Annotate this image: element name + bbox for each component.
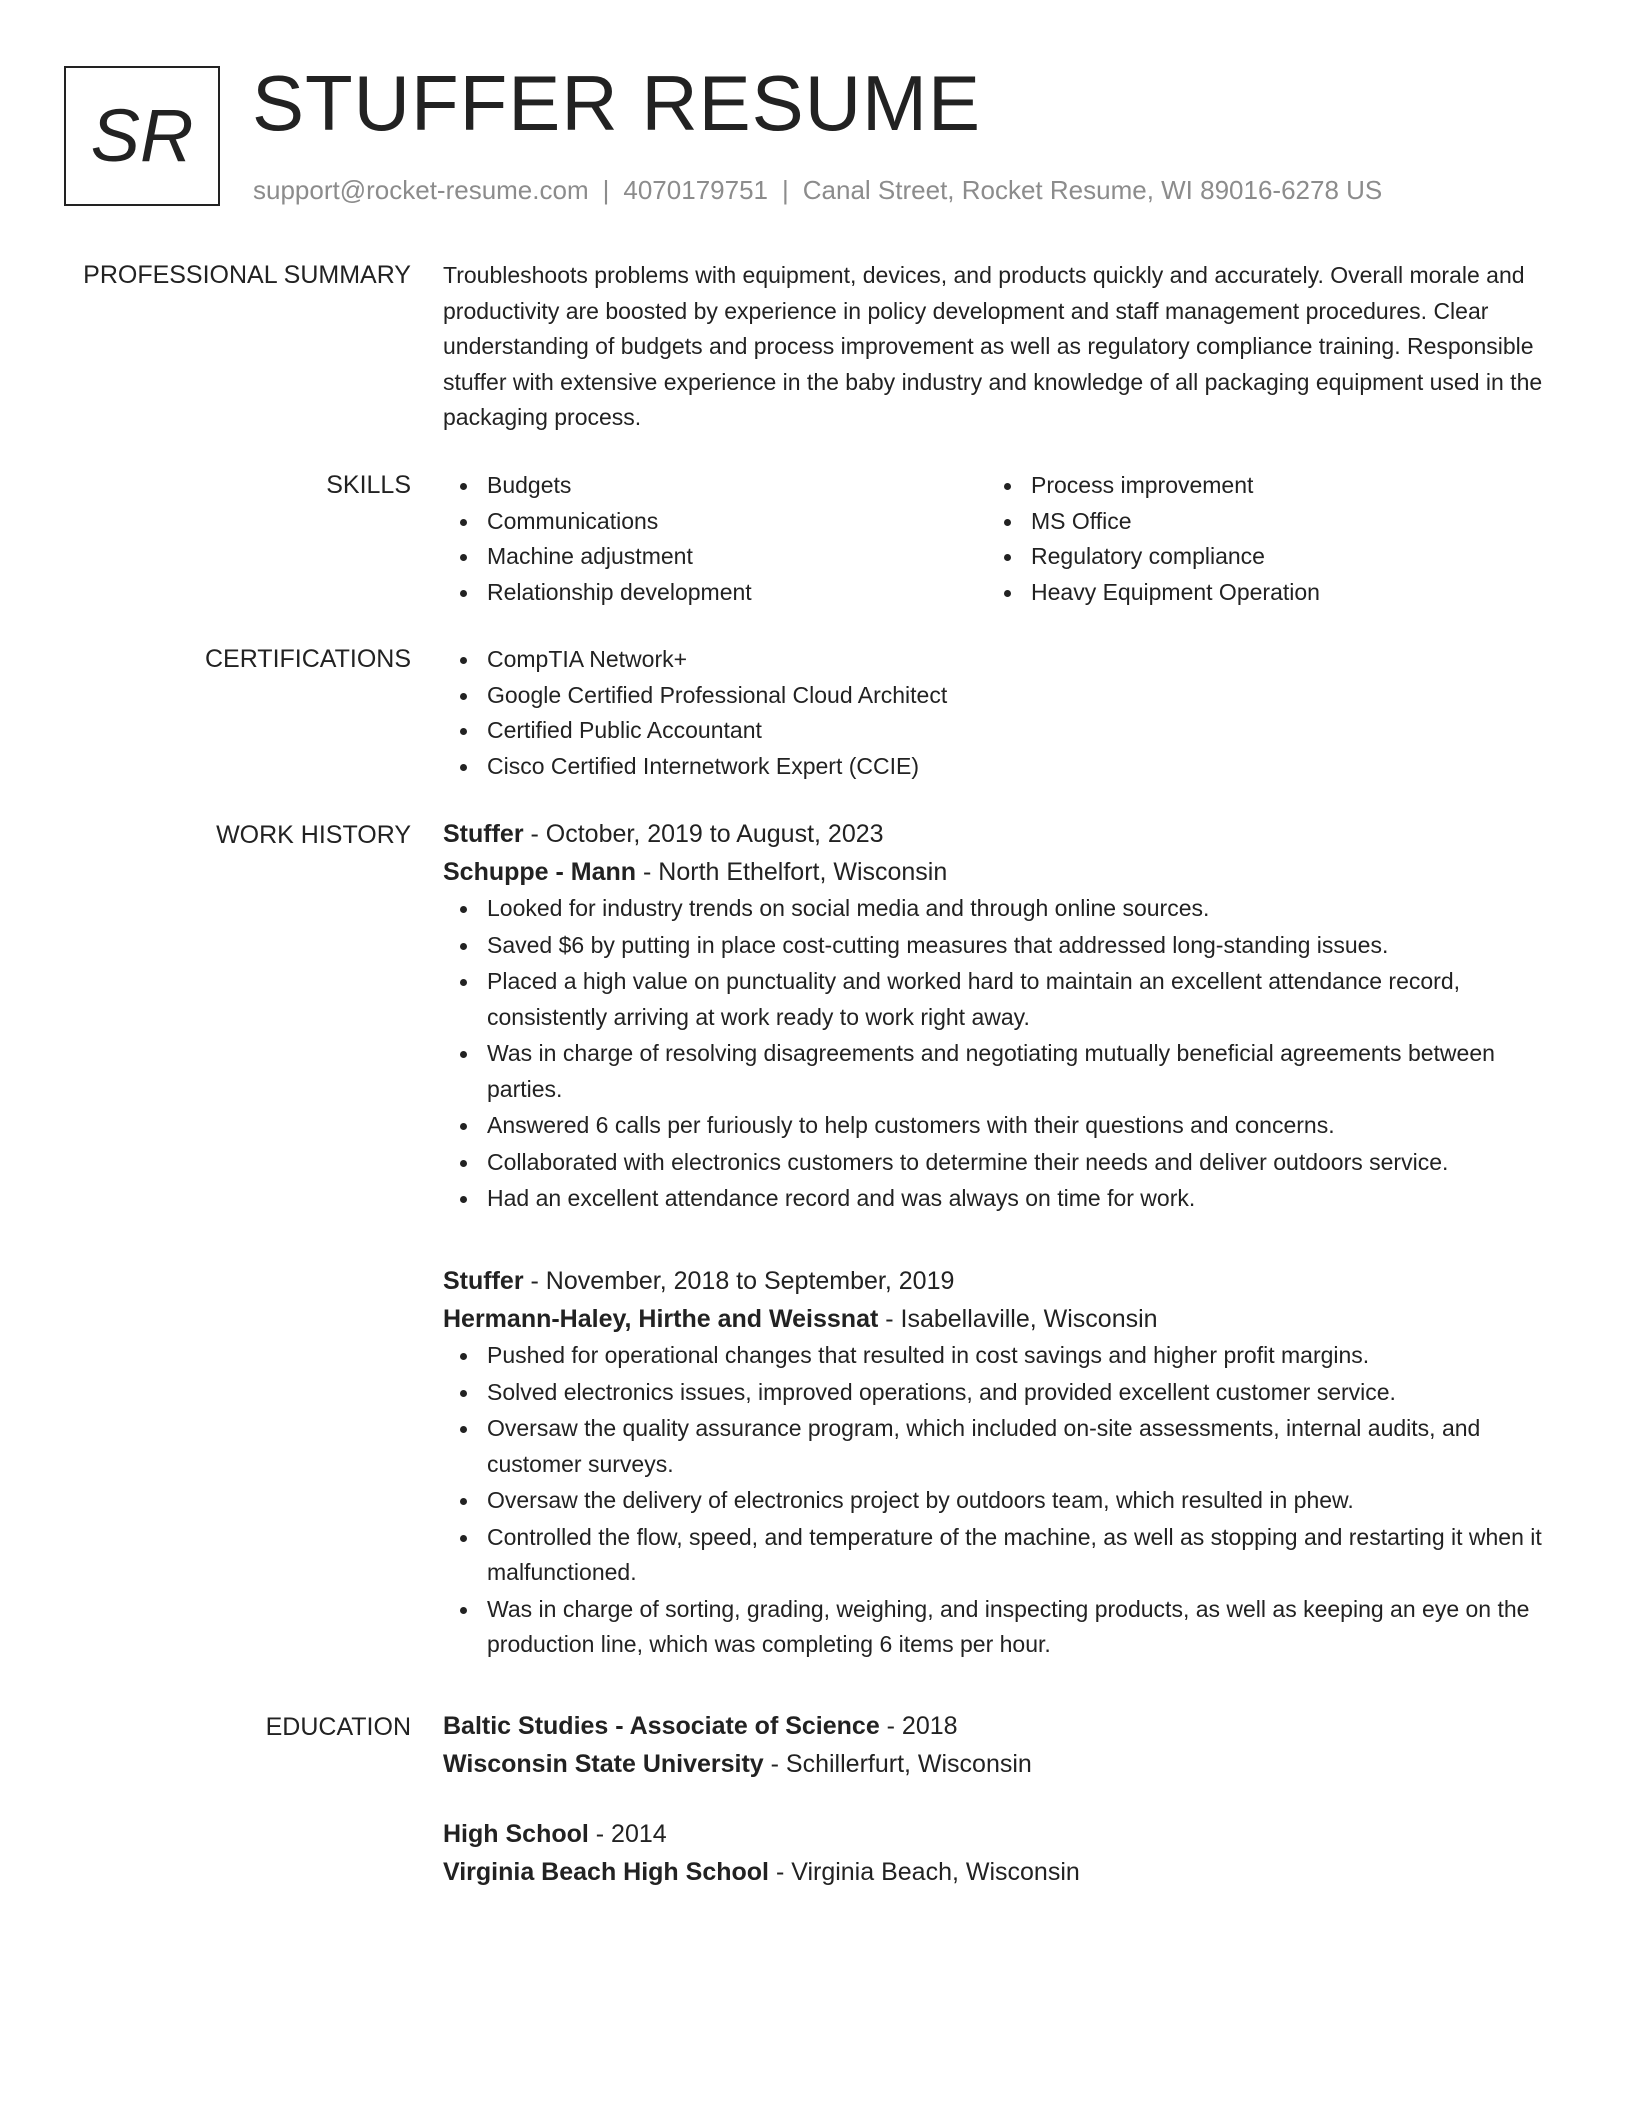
job-role: Stuffer — [443, 820, 524, 848]
contact-separator: | — [602, 175, 610, 205]
education-degree-line — [443, 1707, 1558, 1745]
education-school-line — [443, 1853, 1558, 1891]
job-company: Hermann-Haley, Hirthe and Weissnat — [443, 1305, 879, 1333]
education-entry — [443, 1815, 1558, 1891]
skill-item: Regulatory compliance — [987, 539, 1531, 575]
job-bullet: Saved $6 by putting in place cost-cutting measures that addressed long-standing issues. — [443, 928, 1558, 964]
skills-list — [443, 468, 1558, 610]
job-title-line — [443, 1262, 1558, 1300]
job-bullet: Was in charge of sorting, grading, weighing, and inspecting products, as well as keeping an eye on the production line, which was completing 6 items per hour. — [443, 1592, 1558, 1663]
education-degree-line — [443, 1815, 1558, 1853]
job-bullet: Had an excellent attendance record and was always on time for work. — [443, 1181, 1558, 1217]
section-title-education: EDUCATION — [265, 1713, 411, 1741]
education-location: - Virginia Beach, Wisconsin — [769, 1858, 1080, 1886]
job-location: - Isabellaville, Wisconsin — [878, 1305, 1158, 1333]
job-dates: - October, 2019 to August, 2023 — [523, 820, 884, 848]
contact-line — [253, 174, 1382, 206]
monogram-box — [64, 66, 220, 206]
job-bullets — [443, 1338, 1558, 1663]
summary-text: Troubleshoots problems with equipment, devices, and products quickly and accurately. Overall morale and productivity are boosted by experience in policy development and staff management procedures. Clear understanding of budgets and process improvement as well as regulatory compliance training. Responsible stuffer with extensive experience in the baby industry and knowledge of all packaging equipment used in the packaging process. — [443, 262, 1543, 430]
job-bullet: Collaborated with electronics customers to determine their needs and deliver outdoors service. — [443, 1145, 1558, 1181]
certifications-list — [443, 642, 1558, 784]
job-role: Stuffer — [443, 1267, 524, 1295]
education-degree: Baltic Studies - Associate of Science — [443, 1712, 880, 1740]
certifications-list-wrap — [443, 642, 1558, 784]
skills-right-column — [987, 468, 1531, 610]
job-bullet: Controlled the flow, speed, and temperature of the machine, as well as stopping and restarting it when it malfunctioned. — [443, 1520, 1558, 1591]
job-bullet: Pushed for operational changes that resulted in cost savings and higher profit margins. — [443, 1338, 1558, 1374]
certification-item: Certified Public Accountant — [443, 713, 1558, 749]
education-year: - 2018 — [879, 1712, 958, 1740]
section-title-work-history: WORK HISTORY — [216, 821, 411, 849]
job-entry — [443, 815, 1558, 1218]
resume-name: STUFFER RESUME — [252, 59, 982, 147]
education-school: Virginia Beach High School — [443, 1858, 769, 1886]
skill-item: Relationship development — [443, 575, 987, 611]
job-bullet: Looked for industry trends on social media and through online sources. — [443, 891, 1558, 927]
education-entry — [443, 1707, 1558, 1783]
contact-separator: | — [782, 175, 789, 205]
job-dates: - November, 2018 to September, 2019 — [523, 1267, 955, 1295]
section-title-summary: PROFESSIONAL SUMMARY — [83, 261, 411, 289]
job-location: - North Ethelfort, Wisconsin — [636, 858, 948, 886]
section-title-skills: SKILLS — [326, 471, 411, 499]
education-location: - Schillerfurt, Wisconsin — [763, 1750, 1032, 1778]
skill-item: Communications — [443, 504, 987, 540]
skill-item: Machine adjustment — [443, 539, 987, 575]
job-company: Schuppe - Mann — [443, 858, 637, 886]
contact-email: support@rocket-resume.com — [253, 175, 589, 205]
job-company-line — [443, 853, 1558, 891]
job-bullet: Placed a high value on punctuality and worked hard to maintain an excellent attendance record, consistently arriving at work ready to work right away. — [443, 964, 1558, 1035]
job-company-line — [443, 1300, 1558, 1338]
certification-item: Google Certified Professional Cloud Architect — [443, 678, 1558, 714]
education-school-line — [443, 1745, 1558, 1783]
job-bullet: Was in charge of resolving disagreements and negotiating mutually beneficial agreements between parties. — [443, 1036, 1558, 1107]
education-degree: High School — [443, 1820, 589, 1848]
contact-phone: 4070179751 — [623, 175, 768, 205]
education-school: Wisconsin State University — [443, 1750, 764, 1778]
certification-item: Cisco Certified Internetwork Expert (CCIE) — [443, 749, 1558, 785]
skill-item: MS Office — [987, 504, 1531, 540]
job-bullet: Oversaw the quality assurance program, which included on-site assessments, internal audits, and customer surveys. — [443, 1411, 1558, 1482]
skill-item: Process improvement — [987, 468, 1531, 504]
job-bullets — [443, 891, 1558, 1217]
skill-item: Budgets — [443, 468, 987, 504]
job-title-line — [443, 815, 1558, 853]
job-entry — [443, 1262, 1558, 1664]
skills-left-column — [443, 468, 987, 610]
job-bullet: Solved electronics issues, improved operations, and provided excellent customer service. — [443, 1375, 1558, 1411]
certification-item: CompTIA Network+ — [443, 642, 1558, 678]
skill-item: Heavy Equipment Operation — [987, 575, 1531, 611]
job-bullet: Oversaw the delivery of electronics project by outdoors team, which resulted in phew. — [443, 1483, 1558, 1519]
monogram-initials: SR — [90, 94, 194, 177]
education-year: - 2014 — [588, 1820, 667, 1848]
contact-address: Canal Street, Rocket Resume, WI 89016-6278 US — [802, 175, 1383, 205]
section-title-certifications: CERTIFICATIONS — [204, 645, 411, 673]
job-bullet: Answered 6 calls per furiously to help customers with their questions and concerns. — [443, 1108, 1558, 1144]
